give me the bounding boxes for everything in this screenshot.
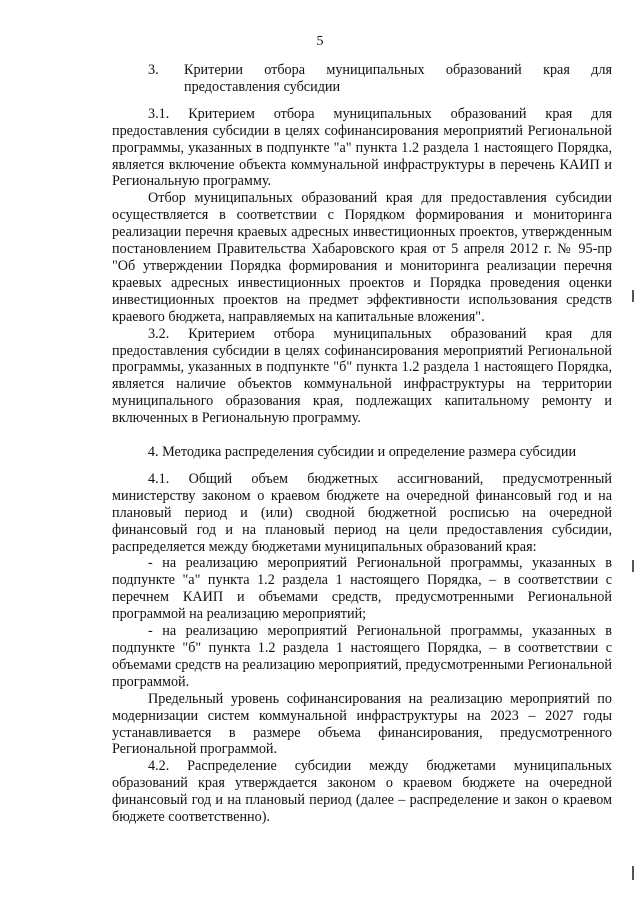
- bullet-a: - на реализацию мероприятий Региональной программы, указанных в подпункте "а" пункта 1.2 раздела 1 настоящего Порядка, – в соответствии с перечнем КАИП и объемами средств, предусмотренными Региональной программой на реализацию мероприятий;: [112, 555, 612, 623]
- paragraph-4-2: 4.2. Распределение субсидии между бюджетами муниципальных образований края утверждается законом о краевом бюджете на очередной финансовый год и на плановый период (далее – распределение и закон о краевом бюджете соответственно).: [112, 758, 612, 826]
- bullet-b: - на реализацию мероприятий Региональной программы, указанных в подпункте "б" пункта 1.2 раздела 1 настоящего Порядка, – в соответствии с объемами средств на реализацию мероприятий, предусмотренными Региональной программой.: [112, 623, 612, 690]
- paragraph-3-2: 3.2. Критерием отбора муниципальных образований края для предоставления субсидии в целях софинансирования мероприятий Региональной программы, указанных в подпункте "б" пункта 1.2 раздела 1 настоящего Порядка, является наличие объектов коммунальной инфраструктуры на территории муниципального образования края, подлежащих капитальному ремонту и включенных в Региональную программу.: [112, 325, 612, 427]
- section-3-heading: [112, 62, 612, 96]
- paragraph-3-1: 3.1. Критерием отбора муниципальных образований края для предоставления субсидии в целях софинансирования мероприятий Региональной программы, указанных в подпункте "а" пункта 1.2 раздела 1 настоящего Порядка, является включение объекта коммунальной инфраструктуры в перечень КАИП и Региональную программу.: [112, 105, 612, 190]
- scan-mark: [632, 290, 634, 302]
- section-3-title: Критерии отбора муниципальных образований края для предоставления субсидии: [184, 62, 612, 95]
- scan-mark: [632, 866, 634, 880]
- document-body: [112, 62, 612, 826]
- section-4-heading: 4. Методика распределения субсидии и определение размера субсидии: [147, 444, 577, 461]
- scan-mark: [632, 560, 634, 572]
- section-3-number: 3.: [148, 62, 159, 78]
- paragraph-limit: Предельный уровень софинансирования на реализацию мероприятий по модернизации систем коммунальной инфраструктуры на 2023 – 2027 годы устанавливается в размере объема финансирования, предусмотренного Региональной программой.: [112, 690, 612, 758]
- page-number: 5: [316, 34, 324, 49]
- paragraph-4-1: 4.1. Общий объем бюджетных ассигнований, предусмотренный министерству законом о краевом бюджете на очередной финансовый год и на плановый период и (или) сводной бюджетной росписью на очередной финансовый год и на плановый период на цели предоставления субсидии, распределяется между бюджетами муниципальных образований края:: [112, 470, 612, 555]
- paragraph-selection: Отбор муниципальных образований края для предоставления субсидии осуществляется в соответствии с Порядком формирования и мониторинга реализации перечня краевых адресных инвестиционных проектов, утвержденным постановлением Правительства Хабаровского края от 5 апреля 2012 г. № 95-пр "Об утверждении Порядка формирования и мониторинга реализации перечня краевых адресных инвестиционных проектов и Порядка проведения оценки инвестиционных проектов на предмет эффективности использования средств краевого бюджета, направляемых на капитальные вложения".: [112, 190, 612, 325]
